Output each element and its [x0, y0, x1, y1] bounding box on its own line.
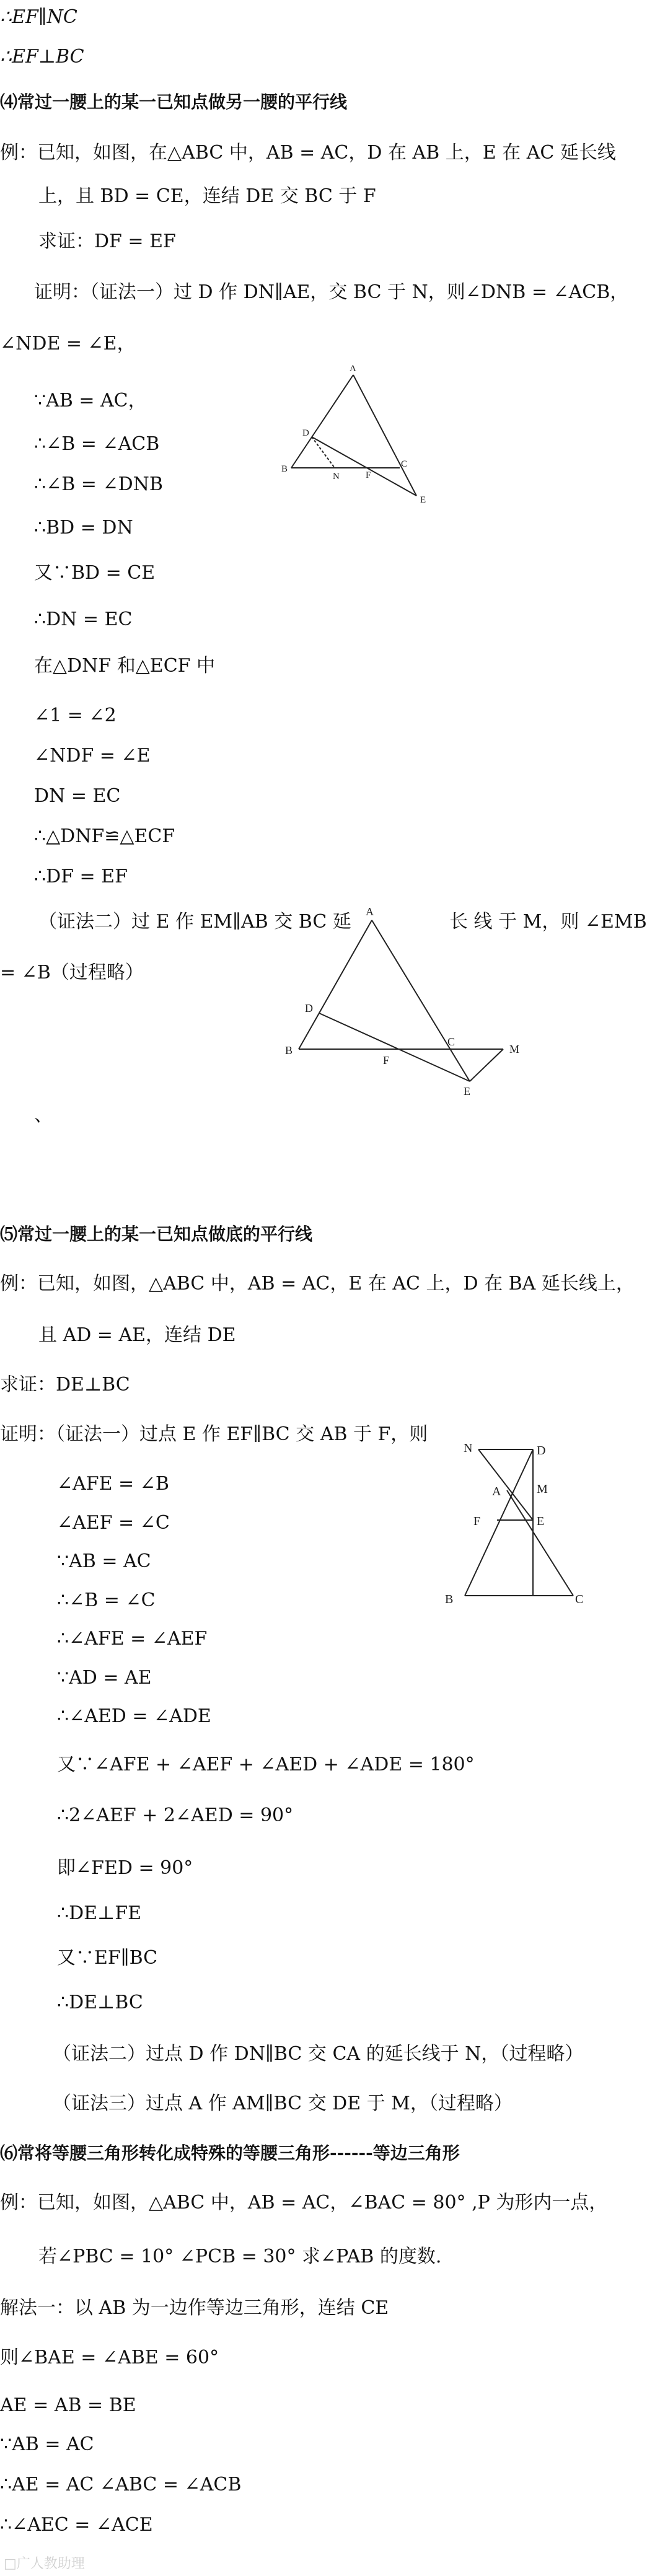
section-heading: ⑸常过一腰上的某一已知点做底的平行线 [0, 1224, 313, 1244]
text-line: 且 AD = AE，连结 DE [38, 1324, 236, 1346]
fig3-label-b: B [445, 1593, 454, 1606]
text-line: = ∠B（过程略） [0, 962, 144, 983]
text-line: ∴EF⊥BC [0, 46, 84, 68]
fig1-label-c: C [401, 459, 408, 469]
fig2-label-f: F [383, 1054, 390, 1066]
geometry-figure-3 [434, 1441, 589, 1620]
fig2-label-m: M [509, 1043, 520, 1055]
text-line: 例：已知，如图，△ABC 中，AB = AC，∠BAC = 80° ,P 为形内一点， [0, 2192, 608, 2213]
fig2-label-b: B [285, 1044, 293, 1057]
text-line: 求证：DE⊥BC [0, 1374, 130, 1396]
text-line: ∠AEF = ∠C [57, 1512, 170, 1534]
text-line: ∠NDF = ∠E [34, 745, 151, 767]
text-line: ∴AE = AC ∠ABC = ∠ACB [0, 2474, 242, 2495]
text-line: ∴∠B = ∠ACB [34, 433, 160, 455]
fig2-label-e: E [464, 1085, 470, 1097]
text-line: 若∠PBC = 10° ∠PCB = 30° 求∠PAB 的度数. [38, 2246, 442, 2267]
text-line: ∴DF = EF [34, 866, 128, 887]
text-line: 又∵∠AFE + ∠AEF + ∠AED + ∠ADE = 180° [57, 1754, 475, 1775]
section-heading: ⑷常过一腰上的某一已知点做另一腰的平行线 [0, 92, 348, 112]
text-line: ∴BD = DN [34, 517, 133, 538]
text-line: 长 线 于 M，则 ∠EMB [449, 911, 647, 933]
section-heading: ⑹常将等腰三角形转化成特殊的等腰三角形------等边三角形 [0, 2143, 460, 2163]
fig3-label-f: F [473, 1514, 481, 1528]
fig1-label-n: N [333, 472, 340, 481]
text-line: ∠1 = ∠2 [34, 705, 117, 726]
text-line: 则∠BAE = ∠ABE = 60° [0, 2347, 219, 2368]
watermark-text: □广人教助理 [4, 2556, 85, 2572]
text-line: ∴∠B = ∠C [57, 1589, 156, 1611]
text-line: DN = EC [34, 785, 121, 807]
text-line: ∴△DNF≌△ECF [34, 825, 175, 847]
text-line: ∵AB = AC [57, 1550, 151, 1572]
text-line: 上，且 BD = CE，连结 DE 交 BC 于 F [38, 185, 376, 207]
text-line: ∠NDE = ∠E， [0, 333, 136, 354]
text-line: 又∵BD = CE [34, 562, 156, 584]
text-line: ∴DE⊥FE [57, 1902, 141, 1924]
text-line: 证明：（证法一）过点 E 作 EF∥BC 交 AB 于 F，则 [0, 1423, 428, 1445]
text-line: 、 [34, 1104, 53, 1126]
text-line: ∴2∠AEF + 2∠AED = 90° [57, 1805, 294, 1826]
geometry-figure-1 [273, 363, 440, 514]
text-line: 例：已知，如图，在△ABC 中，AB = AC，D 在 AB 上，E 在 AC 延长线 [0, 142, 616, 164]
geometry-figure-2 [273, 902, 533, 1100]
fig3-label-e: E [537, 1514, 545, 1528]
text-line: 在△DNF 和△ECF 中 [34, 655, 216, 677]
fig1-label-f: F [366, 470, 371, 480]
text-line: （证法二）过 E 作 EM∥AB 交 BC 延 [38, 911, 351, 933]
fig3-label-d: D [537, 1444, 546, 1457]
text-line: ∴DE⊥BC [57, 1992, 143, 2013]
text-line: ∴∠AEC = ∠ACE [0, 2514, 153, 2536]
text-line: ∵AB = AC [0, 2433, 94, 2455]
fig3-label-a: A [492, 1485, 501, 1498]
fig3-label-c: C [575, 1593, 584, 1606]
text-line: ∵AB = AC， [34, 390, 147, 411]
fig3-label-m: M [537, 1482, 548, 1496]
fig1-label-e: E [420, 495, 426, 505]
text-line: ∴DN = EC [34, 609, 133, 630]
fig2-label-a: A [366, 905, 374, 918]
text-line: AE = AB = BE [0, 2394, 136, 2416]
text-line: 即∠FED = 90° [57, 1857, 193, 1879]
text-line: ∴∠AED = ∠ADE [57, 1705, 211, 1727]
text-line: ∠AFE = ∠B [57, 1473, 169, 1495]
fig2-label-d: D [305, 1002, 313, 1014]
fig3-label-n: N [464, 1441, 473, 1455]
text-line: 证明：（证法一）过 D 作 DN∥AE，交 BC 于 N，则∠DNB = ∠ACB， [34, 281, 629, 303]
text-line: 求证：DF = EF [38, 231, 176, 252]
fig1-label-d: D [302, 428, 309, 438]
text-line: （证法二）过点 D 作 DN∥BC 交 CA 的延长线于 N，（过程略） [53, 2043, 584, 2065]
fig2-label-c: C [447, 1035, 456, 1048]
text-line: 又∵EF∥BC [57, 1947, 158, 1969]
text-line: 例：已知，如图，△ABC 中，AB = AC，E 在 AC 上，D 在 BA 延长线上， [0, 1273, 635, 1295]
fig1-label-b: B [281, 464, 288, 474]
text-line: ∴∠AFE = ∠AEF [57, 1628, 208, 1650]
text-line: ∴EF∥NC [0, 6, 77, 28]
text-line: ∴∠B = ∠DNB [34, 473, 163, 495]
text-line: （证法三）过点 A 作 AM∥BC 交 DE 于 M，（过程略） [53, 2093, 513, 2114]
text-line: 解法一：以 AB 为一边作等边三角形，连结 CE [0, 2297, 389, 2319]
fig1-label-a: A [350, 364, 356, 374]
text-line: ∵AD = AE [57, 1667, 152, 1689]
